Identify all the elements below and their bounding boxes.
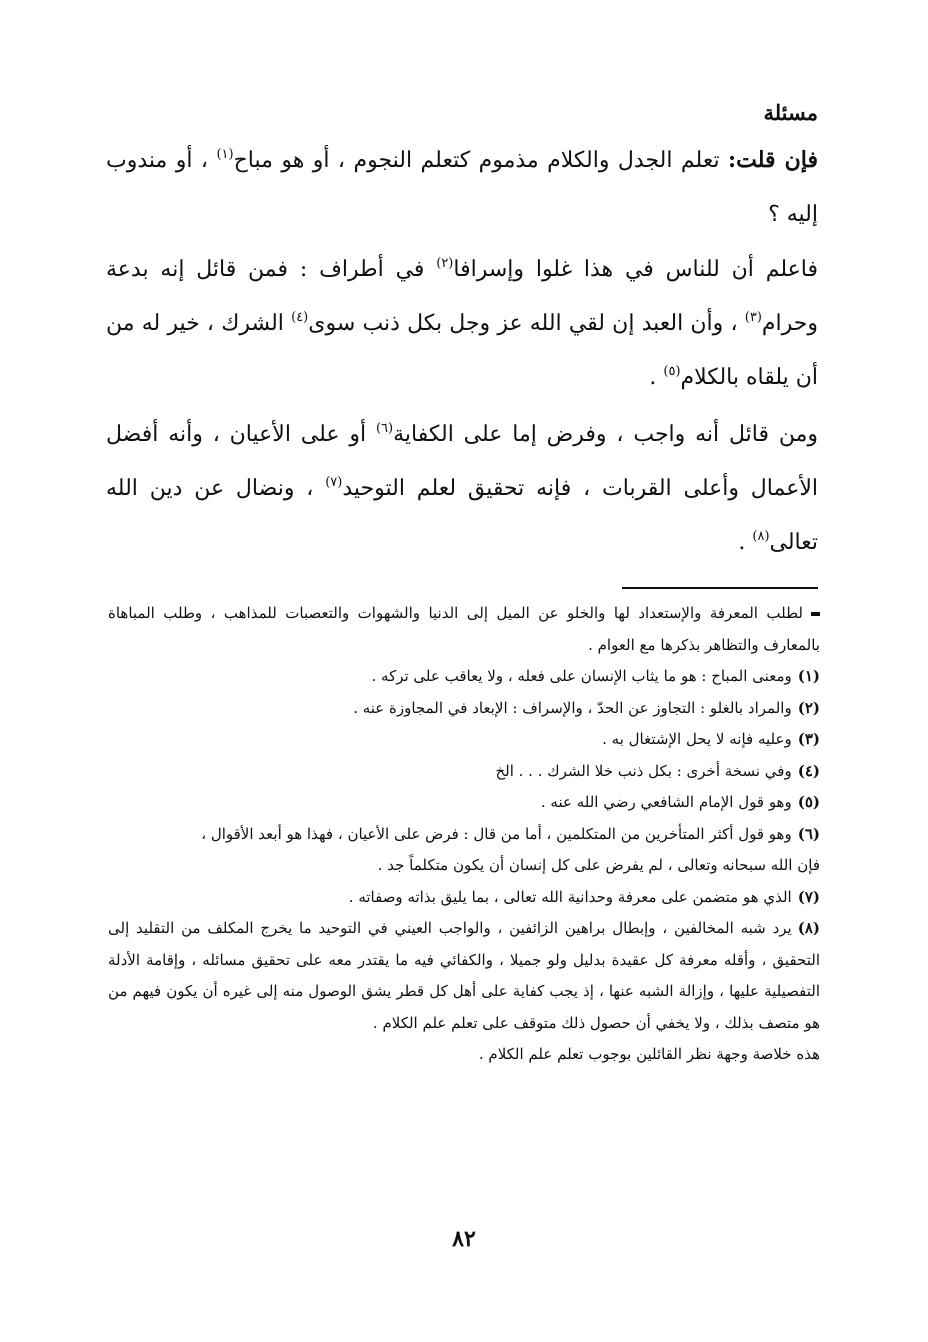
paragraph-text: فاعلم أن للناس في هذا غلوا وإسرافا: [453, 257, 818, 282]
footnote-summary: [108, 1039, 820, 1071]
footnote-continued: [108, 598, 820, 661]
paragraph-text: ، وأن العبد إن لقي الله عز وجل بكل ذنب سوى: [308, 311, 745, 336]
footnote-4: [108, 756, 820, 788]
section-title: مسئلة: [763, 100, 818, 125]
paragraph-text: .: [649, 365, 664, 390]
question-lead: فإن قلت:: [728, 147, 818, 173]
footnote-ref-4[interactable]: (٤): [291, 310, 309, 325]
footnote-divider: [622, 587, 818, 589]
footnote-text: لطلب المعرفة والإستعداد لها والخلو عن الميل إلى الدنيا والشهوات والتعصبات للمذاهب ، وطلب المباهاة بالمعارف والتظاهر بذكرها مع العوام .: [108, 604, 820, 654]
footnote-5: [108, 787, 820, 819]
footnote-marker: (٣): [797, 730, 820, 748]
footnote-text: وهو قول الإمام الشافعي رضي الله عنه .: [540, 793, 792, 811]
footnote-text: ومعنى المباح : هو ما يثاب الإنسان على فعله ، ولا يعاقب على تركه .: [371, 667, 792, 685]
paragraph-text: في أطراف : فمن قائل إنه بدعة وحرام: [106, 257, 818, 336]
paragraph-text: تعلم الجدل والكلام مذموم كتعلم النجوم ، أو هو مباح: [233, 148, 728, 173]
footnote-2: [108, 693, 820, 725]
footnote-marker: (٨): [797, 919, 820, 937]
footnote-6-continued: [108, 850, 820, 882]
paragraph-second-view: [106, 408, 818, 570]
footnote-text: الذي هو متضمن على معرفة وحدانية الله تعالى ، بما يليق بذاته وصفاته .: [348, 887, 792, 906]
footnotes-list: [108, 598, 820, 1071]
paragraph-text: ومن قائل أنه واجب ، وفرض إما على الكفاية: [393, 422, 818, 447]
footnote-marker: (٦): [797, 824, 820, 843]
footnote-ref-2[interactable]: (٢): [436, 256, 454, 271]
footnote-6: [108, 819, 820, 851]
footnote-marker: (٧): [797, 887, 820, 906]
footnote-marker: (٢): [797, 698, 820, 717]
footnote-marker: (٥): [797, 793, 820, 811]
paragraph-question: [106, 133, 818, 242]
footnote-text: يرد شبه المخالفين ، وإبطال براهين الزائفين ، والواجب العيني في التوحيد ما يخرج المكلف من التقليد إلى التحقيق ، وأقله معرفة كل عقيدة بدليل ولو جميلا ، والكفائي فيه ما يقتدر معه على تحقيق مسائله ، وإقامة الأدلة التفصيلية عليها ، وإزالة الشبه عنها ، إذ يجب كفاية على أهل كل قطر يشق الوصول منه إلى غيره أن يكون فيهم من هو متصف بذلك ، ولا يخفي أن حصول ذلك متوقف على تعلم علم الكلام .: [108, 919, 820, 1032]
paragraph-text: ، ونضال عن دين الله تعالى: [106, 476, 818, 555]
paragraph-text: .: [738, 530, 753, 555]
footnote-7: [108, 882, 820, 914]
footnote-ref-6[interactable]: (٦): [375, 421, 394, 436]
footnote-text: وفي نسخة أخرى : بكل ذنب خلا الشرك . . . الخ: [495, 761, 792, 780]
footnote-text: وعليه فإنه لا يحل الإشتغال به .: [602, 730, 792, 748]
footnote-ref-1[interactable]: (١): [216, 147, 234, 162]
footnote-text: فإن الله سبحانه وتعالى ، لم يفرض على كل إنسان أن يكون متكلماً جد .: [377, 856, 820, 874]
footnote-text: هذه خلاصة وجهة نظر القائلين بوجوب تعلم علم الكلام .: [478, 1045, 820, 1063]
footnote-marker: (٤): [797, 761, 820, 780]
footnote-ref-7[interactable]: (٧): [325, 475, 343, 490]
paragraph-text: أو على الأعيان ، وأنه أفضل الأعمال وأعلى القربات ، فإنه تحقيق لعلم التوحيد: [106, 422, 819, 501]
paragraph-text: ، أو مندوب إليه ؟: [106, 148, 818, 227]
footnote-3: [108, 724, 820, 756]
footnote-ref-5[interactable]: (٥): [663, 364, 681, 379]
paragraph-text: الشرك ، خير له من أن يلقاه بالكلام: [106, 311, 818, 390]
page-number: ٨٢: [452, 1226, 476, 1252]
footnote-text: وهو قول أكثر المتأخرين من المتكلمين ، أما من قال : فرض على الأعيان ، فهذا هو أبعد الأقوال ،: [201, 824, 792, 843]
footnote-marker: (١): [797, 667, 820, 685]
footnote-ref-3[interactable]: (٣): [744, 310, 762, 325]
footnote-text: والمراد بالغلو : التجاوز عن الحدّ ، والإسراف : الإبعاد في المجاوزة عنه .: [353, 698, 792, 717]
footnote-ref-8[interactable]: (٨): [752, 529, 770, 544]
footnote-1: [108, 661, 820, 693]
continuation-mark: [811, 612, 820, 616]
footnote-8: [108, 913, 820, 1039]
paragraph-first-view: [106, 243, 818, 405]
